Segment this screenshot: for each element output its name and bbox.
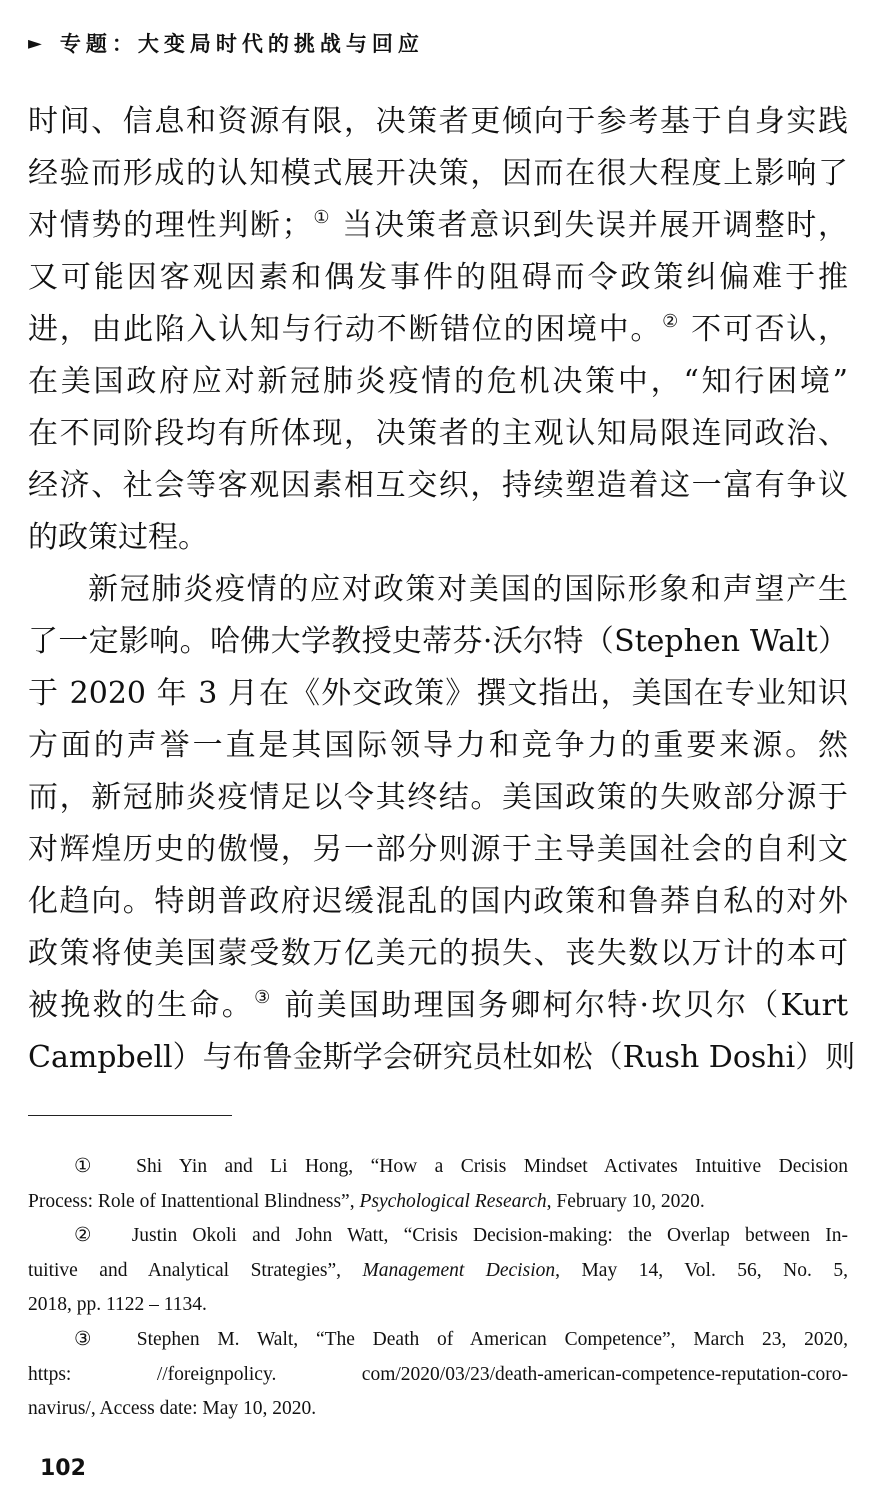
body-line: 方面的声誉一直是其国际领导力和竞争力的重要来源。然 (28, 728, 848, 763)
footnote-line: ① Shi Yin and Li Hong, “How a Crisis Mindset Activates Intuitive Decision (74, 1156, 848, 1177)
body-line: 在美国政府应对新冠肺炎疫情的危机决策中，“知行困境” (28, 364, 848, 399)
body-line: 对辉煌历史的傲慢，另一部分则源于主导美国社会的自利文 (28, 832, 848, 867)
footnote-divider (28, 1115, 232, 1116)
body-line: 进，由此陷入认知与行动不断错位的困境中。② 不可否认， (28, 311, 848, 347)
body-line: 的政策过程。 (28, 520, 208, 555)
footnote-ref[interactable]: ① (311, 207, 332, 228)
triangle-marker-icon: ► (28, 32, 42, 54)
body-text (28, 96, 856, 1084)
journal-title: Management Decision (362, 1259, 556, 1281)
body-line: Campbell）与布鲁金斯学会研究员杜如松（Rush Doshi）则 (28, 1040, 856, 1075)
running-header (28, 26, 424, 60)
footnote-line: ③ Stephen M. Walt, “The Death of American Competence”, March 23, 2020, (74, 1328, 848, 1350)
footnote-line: Process: Role of Inattentional Blindness”, Psychological Research, February 10, 2020. (28, 1190, 705, 1212)
body-line: 化趋向。特朗普政府迟缓混乱的国内政策和鲁莽自私的对外 (28, 884, 848, 919)
footnote-ref[interactable]: ③ (254, 987, 273, 1008)
footnote-url-line[interactable]: https: //foreignpolicy. com/2020/03/23/death-american-competence-reputation-coro- (28, 1363, 848, 1385)
body-line: 政策将使美国蒙受数万亿美元的损失、丧失数以万计的本可 (28, 936, 848, 971)
section-title: 专题：大变局时代的挑战与回应 (59, 32, 424, 56)
body-line: 经济、社会等客观因素相互交织，持续塑造着这一富有争议 (28, 468, 848, 503)
footnote-line: navirus/, Access date: May 10, 2020. (28, 1398, 317, 1420)
footnote-line: 2018, pp. 1122 – 1134. (28, 1294, 207, 1316)
body-line: 被挽救的生命。③ 前美国助理国务卿柯尔特·坎贝尔（Kurt (28, 987, 849, 1023)
body-line: 而，新冠肺炎疫情足以令其终结。美国政策的失败部分源于 (28, 780, 848, 815)
body-line: 又可能因客观因素和偶发事件的阻碍而令政策纠偏难于推 (28, 260, 848, 295)
footnote-line: tuitive and Analytical Strategies”, Management Decision, May 14, Vol. 56, No. 5, (28, 1259, 848, 1281)
journal-title: Psychological Research (359, 1190, 547, 1212)
footnote-line: ② Justin Okoli and John Watt, “Crisis Decision-making: the Overlap between In- (74, 1225, 848, 1247)
footnotes (28, 1150, 848, 1427)
body-line: 在不同阶段均有所体现，决策者的主观认知局限连同政治、 (28, 416, 848, 451)
body-line: 时间、信息和资源有限，决策者更倾向于参考基于自身实践 (28, 104, 848, 139)
page-number: 102 (40, 1456, 86, 1481)
body-line: 新冠肺炎疫情的应对政策对美国的国际形象和声望产生 (88, 572, 848, 607)
footnote-ref[interactable]: ② (662, 311, 680, 332)
body-line: 了一定影响。哈佛大学教授史蒂芬·沃尔特（Stephen Walt） (28, 624, 848, 659)
body-line: 于 2020 年 3 月在《外交政策》撰文指出，美国在专业知识 (28, 676, 848, 711)
body-line: 对情势的理性判断；① 当决策者意识到失误并展开调整时， (28, 207, 848, 243)
body-line: 经验而形成的认知模式展开决策，因而在很大程度上影响了 (28, 156, 848, 191)
